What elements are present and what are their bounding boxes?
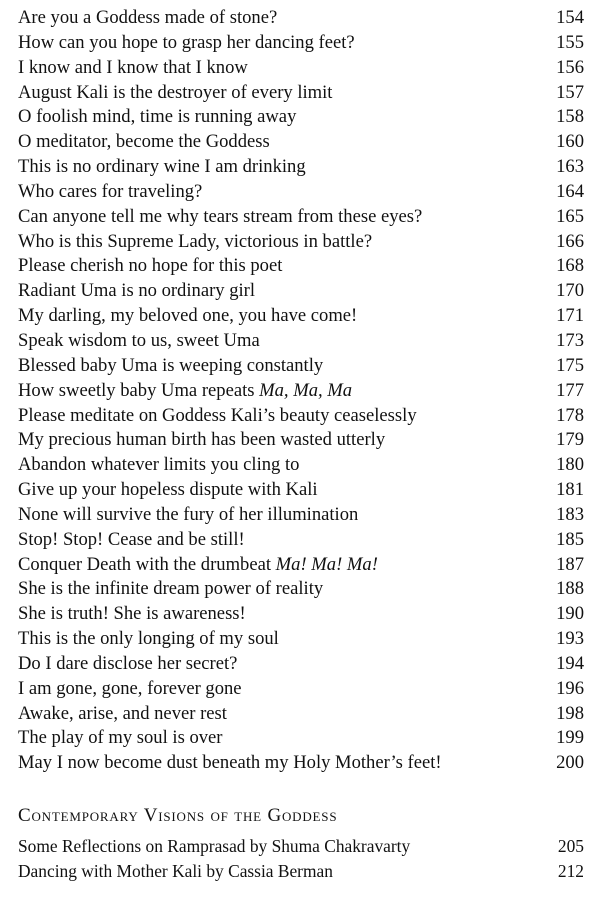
toc-entry-title-text: Who cares for traveling? — [18, 180, 203, 202]
toc-entry-page-number: 156 — [556, 56, 584, 78]
toc-entry-title — [18, 602, 544, 627]
section-heading: Contemporary Visions of the Goddess — [18, 805, 338, 827]
toc-entry-title-text: Do I dare disclose her secret? — [18, 652, 238, 674]
toc-entry-page-number: 177 — [556, 379, 584, 401]
toc-entry — [18, 254, 584, 279]
toc-entry-title-text: Please cherish no hope for this poet — [18, 255, 283, 277]
toc-entry-page-number: 205 — [557, 836, 584, 857]
toc-entry — [18, 834, 584, 859]
toc-entry — [18, 6, 584, 31]
toc-entry — [18, 230, 584, 255]
toc-entry-title — [18, 577, 544, 602]
toc-entry-page-number: 157 — [556, 81, 584, 103]
toc-entry — [18, 652, 584, 677]
toc-entry — [18, 553, 584, 578]
toc-entry-title — [18, 31, 544, 56]
toc-entry-title-text: How can you hope to grasp her dancing feet? — [18, 31, 355, 53]
toc-entry-page-number: 196 — [556, 677, 584, 699]
toc-entry — [18, 354, 584, 379]
toc-entry-title — [18, 130, 544, 155]
toc-entry — [18, 180, 584, 205]
toc-entry-title-text: Please meditate on Goddess Kali’s beauty ceaselessly — [18, 404, 417, 426]
toc-entry-title-text: My darling, my beloved one, you have come! — [18, 305, 358, 327]
toc-entry-page-number: 168 — [556, 255, 584, 277]
toc-entry — [18, 329, 584, 354]
toc-entry-title-text: Radiant Uma is no ordinary girl — [18, 280, 256, 302]
toc-entry-title-text: May I now become dust beneath my Holy Mother’s feet! — [18, 752, 442, 774]
toc-entry-title — [18, 859, 544, 884]
toc-entry — [18, 304, 584, 329]
toc-entry-title-italic: Ma! Ma! Ma! — [275, 553, 378, 575]
toc-entry — [18, 81, 584, 106]
toc-entry-title-text: I am gone, gone, forever gone — [18, 677, 242, 699]
toc-entry-title — [18, 677, 544, 702]
toc-entry — [18, 528, 584, 553]
toc-entry — [18, 478, 584, 503]
toc-entry-title — [18, 553, 544, 578]
toc-entry — [18, 602, 584, 627]
toc-entry-page-number: 166 — [556, 230, 584, 252]
toc-entry-title-text: August Kali is the destroyer of every limit — [18, 81, 333, 103]
toc-entry-title — [18, 155, 544, 180]
toc-entry-title — [18, 404, 544, 429]
toc-entry — [18, 105, 584, 130]
toc-entry-title-text: This is the only longing of my soul — [18, 628, 279, 650]
toc-entry-title-text: My precious human birth has been wasted utterly — [18, 429, 386, 451]
toc-entry — [18, 205, 584, 230]
toc-entry — [18, 31, 584, 56]
section-entry-list — [18, 834, 584, 883]
toc-entry-page-number: 164 — [556, 180, 584, 202]
toc-entry-page-number: 158 — [556, 106, 584, 128]
toc-entry-title — [18, 478, 544, 503]
toc-entry-page-number: 187 — [556, 553, 584, 575]
toc-entry-page-number: 175 — [556, 354, 584, 376]
toc-entry — [18, 56, 584, 81]
toc-entry-page-number: 199 — [556, 727, 584, 749]
toc-entry — [18, 726, 584, 751]
toc-entry-title-text: Blessed baby Uma is weeping constantly — [18, 354, 324, 376]
toc-entry — [18, 577, 584, 602]
toc-entry-title — [18, 205, 544, 230]
toc-entry-page-number: 163 — [556, 156, 584, 178]
toc-entry-title — [18, 279, 544, 304]
toc-entry-title-text: How sweetly baby Uma repeats — [18, 379, 260, 401]
toc-entry-title-italic: Ma, Ma, Ma — [259, 379, 353, 401]
toc-entry-title — [18, 56, 544, 81]
toc-entry — [18, 859, 584, 884]
toc-entry-title-text: She is truth! She is awareness! — [18, 603, 246, 625]
toc-entry-title — [18, 354, 544, 379]
toc-entry-page-number: 198 — [556, 702, 584, 724]
toc-entry-title-text: Dancing with Mother Kali by Cassia Berman — [18, 860, 333, 881]
toc-entry-title-text: I know and I know that I know — [18, 56, 248, 78]
toc-entry-page-number: 183 — [556, 503, 584, 525]
toc-entry-title-text: She is the infinite dream power of reality — [18, 578, 324, 600]
toc-entry-title-text: Some Reflections on Ramprasad by Shuma Chakravarty — [18, 836, 411, 857]
toc-entry-title-text: The play of my soul is over — [18, 727, 223, 749]
toc-entry-title-text: Who is this Supreme Lady, victorious in battle? — [18, 230, 373, 252]
toc-entry-page-number: 155 — [556, 31, 584, 53]
toc-entry-title-text: Speak wisdom to us, sweet Uma — [18, 329, 260, 351]
toc-entry-title-text: This is no ordinary wine I am drinking — [18, 156, 306, 178]
toc-entry-title — [18, 230, 544, 255]
toc-entry-title — [18, 503, 544, 528]
toc-entry-title-text: Conquer Death with the drumbeat — [18, 553, 276, 575]
toc-entry-page-number: 173 — [556, 329, 584, 351]
toc-entry-title — [18, 702, 544, 727]
toc-entry-title — [18, 81, 544, 106]
toc-entry-title — [18, 834, 544, 859]
toc-entry-page-number: 212 — [557, 860, 584, 881]
toc-entry-title-text: Awake, arise, and never rest — [18, 702, 227, 724]
table-of-contents — [18, 6, 584, 883]
toc-entry-page-number: 171 — [556, 305, 584, 327]
toc-entry — [18, 404, 584, 429]
toc-entry-page-number: 180 — [556, 454, 584, 476]
toc-entry-list — [18, 6, 584, 776]
toc-entry-page-number: 154 — [556, 7, 584, 28]
toc-entry — [18, 503, 584, 528]
toc-entry — [18, 751, 584, 776]
toc-entry-page-number: 190 — [556, 603, 584, 625]
toc-entry-title — [18, 453, 544, 478]
toc-entry — [18, 279, 584, 304]
toc-entry-page-number: 160 — [556, 131, 584, 153]
toc-entry — [18, 379, 584, 404]
toc-entry-title — [18, 528, 544, 553]
toc-entry — [18, 702, 584, 727]
toc-entry-title-text: None will survive the fury of her illumination — [18, 503, 359, 525]
toc-entry-title — [18, 105, 544, 130]
toc-entry-title — [18, 627, 544, 652]
toc-entry-title — [18, 254, 544, 279]
toc-entry-title — [18, 652, 544, 677]
toc-entry — [18, 130, 584, 155]
toc-entry-title-text: Stop! Stop! Cease and be still! — [18, 528, 245, 550]
toc-entry-page-number: 185 — [556, 528, 584, 550]
toc-entry-page-number: 181 — [556, 479, 584, 501]
toc-entry-page-number: 200 — [556, 752, 584, 774]
toc-entry-page-number: 193 — [556, 628, 584, 650]
toc-entry-title — [18, 379, 544, 404]
toc-entry — [18, 155, 584, 180]
toc-entry-title — [18, 304, 544, 329]
toc-entry-page-number: 188 — [556, 578, 584, 600]
toc-entry-title-text: Abandon whatever limits you cling to — [18, 454, 300, 476]
toc-entry-title — [18, 329, 544, 354]
toc-entry-title-text: Are you a Goddess made of stone? — [18, 7, 278, 28]
toc-entry-title-text: Can anyone tell me why tears stream from these eyes? — [18, 205, 423, 227]
toc-entry-page-number: 170 — [556, 280, 584, 302]
toc-entry-page-number: 178 — [556, 404, 584, 426]
toc-entry — [18, 677, 584, 702]
toc-entry-title-text: O meditator, become the Goddess — [18, 131, 270, 153]
toc-entry-title — [18, 726, 544, 751]
toc-entry-page-number: 194 — [556, 652, 584, 674]
toc-entry-title — [18, 428, 544, 453]
toc-entry-title-text: Give up your hopeless dispute with Kali — [18, 479, 318, 501]
toc-entry — [18, 627, 584, 652]
toc-entry-title — [18, 6, 544, 31]
toc-entry-page-number: 179 — [556, 429, 584, 451]
toc-entry-title-text: O foolish mind, time is running away — [18, 106, 297, 128]
toc-entry — [18, 428, 584, 453]
toc-entry-page-number: 165 — [556, 205, 584, 227]
toc-entry-title — [18, 180, 544, 205]
toc-entry — [18, 453, 584, 478]
toc-entry-title — [18, 751, 544, 776]
